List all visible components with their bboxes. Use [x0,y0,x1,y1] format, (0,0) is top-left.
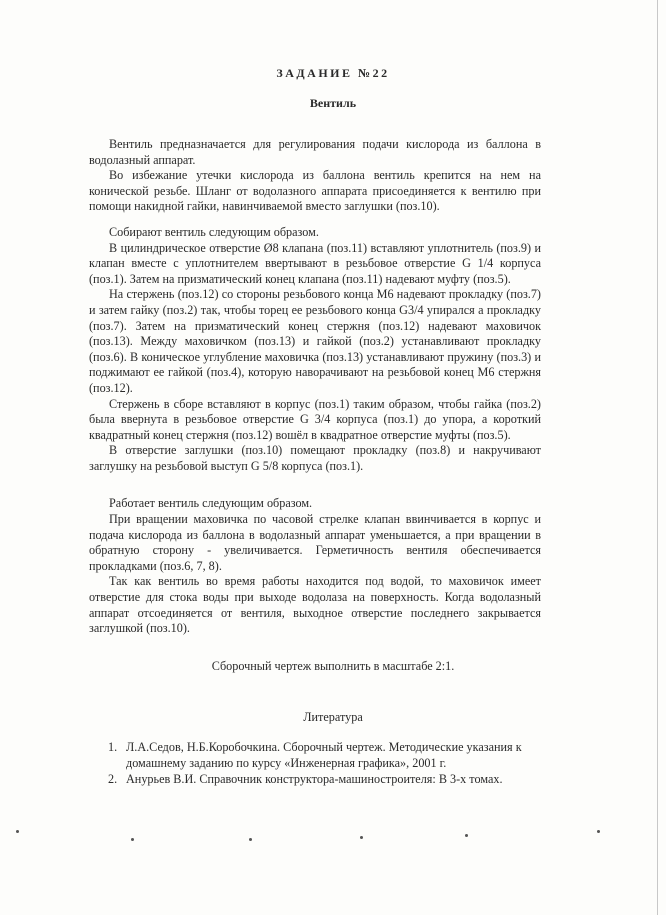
scale-note: Сборочный чертеж выполнить в масштабе 2:1. [211,659,455,673]
document-body [89,137,541,637]
literature-item-number: 1. [108,740,118,754]
paragraph: Во избежание утечки кислорода из баллона вентиль крепится на нем на конической резьбе. Шланг от водолазного аппарата присоединяется к вентилю при помощи накидной гайки, навинчиваемой вместо заглушки (поз.10). [89,168,541,214]
paragraph: В цилиндрическое отверстие Ø8 клапана (поз.11) вставляют уплотнитель (поз.9) и клапан вместе с уплотнителем ввертывают в резьбовое отверстие G 1/4 корпуса (поз.1). Затем на призматический конец клапана (поз.11) надевают муфту (поз.5). [89,240,541,286]
paragraph: Работает вентиль следующим образом. [109,496,313,511]
literature-item-number: 2. [108,772,118,787]
literature-title: Литература [303,710,363,724]
paragraph: В отверстие заглушки (поз.10) помещают прокладку (поз.8) и накручивают заглушку на резьбовой выступ G 5/8 корпуса (поз.1). [89,443,541,473]
literature-item-text: Анурьев В.И. Справочник конструктора-машиностроителя: В 3-х томах. [126,772,503,787]
scan-speck [131,838,134,841]
literature-item [108,772,544,788]
literature-list [108,740,544,789]
paragraph: На стержень (поз.12) со стороны резьбового конца М6 надевают прокладку (поз.7) и затем гайку (поз.2) так, чтобы торец ее резьбового конца G3/4 упирался а прокладку (поз.7). Затем на призматический конец стержня (поз.12) надевают маховичок (поз.13). Между маховичком (поз.13) и гайкой (поз.2) устанавливают прокладку (поз.6). В коническое углубление маховичка (поз.13) устанавливают пружину (поз.3) и поджимают ее гайкой (поз.4), которую наворачивают на резьбовой конец М6 стержня (поз.12). [89,287,541,395]
scan-speck [249,838,252,841]
scan-edge-line [657,0,658,915]
scan-speck [16,830,19,833]
scan-speck [360,836,363,839]
paragraph: Собирают вентиль следующим образом. [109,224,319,239]
paragraph: Вентиль предназначается для регулирования подачи кислорода из баллона в водолазный аппарат. [89,137,541,167]
page-title: ЗАДАНИЕ №22 [276,66,390,80]
paragraph: Стержень в сборе вставляют в корпус (поз.1) таким образом, чтобы гайка (поз.2) была ввернута в резьбовое отверстие G 3/4 корпуса (поз.1) до упора, а короткий квадратный конец стержня (поз.12) вошёл в квадратное отверстие муфты (поз.5). [89,396,541,442]
literature-item [108,740,544,771]
scan-speck [465,834,468,837]
scan-speck [597,830,600,833]
literature-item-text: Л.А.Седов, Н.Б.Коробочкина. Сборочный чертеж. Методические указания к домашнему заданию по курсу «Инженерная графика», 2001 г. [126,740,522,770]
paragraph: Так как вентиль во время работы находится под водой, то маховичок имеет отверстие для стока воды при выходе водолаза на поверхность. Когда водолазный аппарат отсоединяется от вентиля, выходное отверстие последнего закрывается заглушкой (поз.10). [89,574,541,636]
paragraph: При вращении маховичка по часовой стрелке клапан ввинчивается в корпус и подача кислорода из баллона в водолазный аппарат уменьшается, а при вращении в обратную сторону - увеличивается. Герметичность вентиля обеспечивается прокладками (поз.6, 7, 8). [89,512,541,573]
page-subtitle: Вентиль [309,96,357,110]
